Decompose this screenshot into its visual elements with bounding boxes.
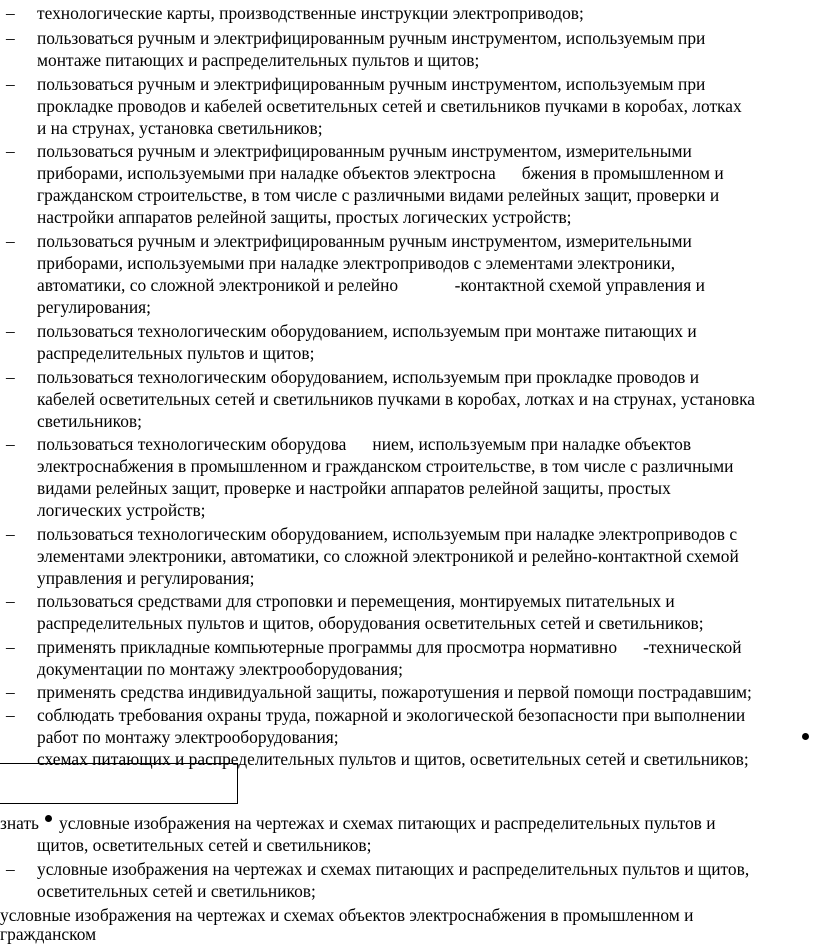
tail-line: условные изображения на чертежах и схемах объектов электроснабжения в промышленном и bbox=[0, 905, 694, 925]
list-item-line: пользоваться технологическим оборудова нием, используемым при наладке объектов bbox=[37, 434, 692, 454]
list-dash: – bbox=[6, 682, 15, 702]
list-item-line: пользоваться технологическим оборудованием, используемым при монтаже питающих и bbox=[37, 321, 697, 341]
list-item-line: элементами электроники, автоматики, со сложной электроникой и релейно-контактной схемой bbox=[37, 546, 739, 566]
list-dash: – bbox=[6, 321, 15, 341]
list-dash: – bbox=[6, 591, 15, 611]
list-item-line: пользоваться ручным и электрифицированным ручным инструментом, измерительными bbox=[37, 231, 692, 251]
list-item-line: приборами, используемыми при наладке электроприводов с элементами электроники, bbox=[37, 253, 676, 273]
list-item-line: кабелей осветительных сетей и светильников пучками в коробах, лотках и на струнах, установка bbox=[37, 389, 755, 409]
list-item-line: пользоваться ручным и электрифицированным ручным инструментом, измерительными bbox=[37, 141, 692, 161]
list-item-line: регулирования; bbox=[37, 297, 151, 317]
znat-item-line: условные изображения на чертежах и схемах питающих и распределительных пультов и bbox=[59, 813, 716, 833]
znat-label: знать bbox=[0, 813, 39, 833]
list-item-line: и на струнах, установка светильников; bbox=[37, 118, 323, 138]
list-item-line: приборами, используемыми при наладке объектов электросна бжения в промышленном и bbox=[37, 163, 724, 183]
list-item-line: логических устройств; bbox=[37, 500, 206, 520]
list-item-line: распределительных пультов и щитов, оборудования осветительных сетей и светильников; bbox=[37, 613, 704, 633]
list-dash: – bbox=[6, 231, 15, 251]
list-item-line: пользоваться технологическим оборудованием, используемым при прокладке проводов и bbox=[37, 367, 700, 387]
list-item-line: светильников; bbox=[37, 411, 142, 431]
list-dash: – bbox=[6, 3, 15, 23]
list-item-line: управления и регулирования; bbox=[37, 568, 255, 588]
list-item-line: пользоваться ручным и электрифицированным ручным инструментом, используемым при bbox=[37, 74, 706, 94]
list-item-line: настройки аппаратов релейной защиты, простых логических устройств; bbox=[37, 207, 572, 227]
list-dash: – bbox=[6, 705, 15, 725]
list-item-line: прокладке проводов и кабелей осветительных сетей и светильников пучками в коробах, лотках bbox=[37, 96, 742, 116]
list-item-line: гражданском строительстве, в том числе с различными видами релейных защит, проверки и bbox=[37, 185, 720, 205]
bullet-icon bbox=[45, 815, 52, 822]
list-item-line: автоматики, со сложной электроникой и релейно -контактной схемой управления и bbox=[37, 275, 705, 295]
bullet-icon bbox=[802, 733, 809, 740]
list-item-line: монтаже питающих и распределительных пультов и щитов; bbox=[37, 50, 480, 70]
list-item-line: электроснабжения в промышленном и гражданском строительстве, в том числе с различными bbox=[37, 456, 734, 476]
list-item-line: применять средства индивидуальной защиты, пожаротушения и первой помощи пострадавшим; bbox=[37, 682, 752, 702]
list-dash: – bbox=[6, 74, 15, 94]
list-item-line: пользоваться средствами для строповки и перемещения, монтируемых питательных и bbox=[37, 591, 675, 611]
tail-line: гражданском bbox=[0, 924, 97, 944]
list-item-line: распределительных пультов и щитов; bbox=[37, 343, 315, 363]
znat-item-line: щитов, осветительных сетей и светильников; bbox=[37, 835, 372, 855]
fragment-line: схемах питающих и распределительных пультов и щитов, осветительных сетей и светильников; bbox=[37, 749, 749, 769]
list-dash: – bbox=[6, 367, 15, 387]
list-dash: – bbox=[6, 859, 15, 879]
list-item-line: применять прикладные компьютерные программы для просмотра нормативно -технической bbox=[37, 637, 742, 657]
list-item-line: технологические карты, производственные инструкции электроприводов; bbox=[37, 3, 584, 23]
list-item-line: документации по монтажу электрооборудования; bbox=[37, 659, 403, 679]
znat-item-line: условные изображения на чертежах и схемах питающих и распределительных пультов и щитов, bbox=[37, 859, 750, 879]
list-item-line: соблюдать требования охраны труда, пожарной и экологической безопасности при выполнении bbox=[37, 705, 746, 725]
list-dash: – bbox=[6, 434, 15, 454]
znat-item-line: осветительных сетей и светильников; bbox=[37, 881, 316, 901]
list-dash: – bbox=[6, 524, 15, 544]
list-item-line: работ по монтажу электрооборудования; bbox=[37, 727, 339, 747]
list-dash: – bbox=[6, 637, 15, 657]
list-item-line: видами релейных защит, проверке и настройки аппаратов релейной защиты, простых bbox=[37, 478, 671, 498]
list-dash: – bbox=[6, 28, 15, 48]
empty-text-box bbox=[0, 763, 238, 804]
list-dash: – bbox=[6, 141, 15, 161]
list-item-line: пользоваться ручным и электрифицированным ручным инструментом, используемым при bbox=[37, 28, 706, 48]
list-item-line: пользоваться технологическим оборудованием, используемым при наладке электроприводов с bbox=[37, 524, 738, 544]
